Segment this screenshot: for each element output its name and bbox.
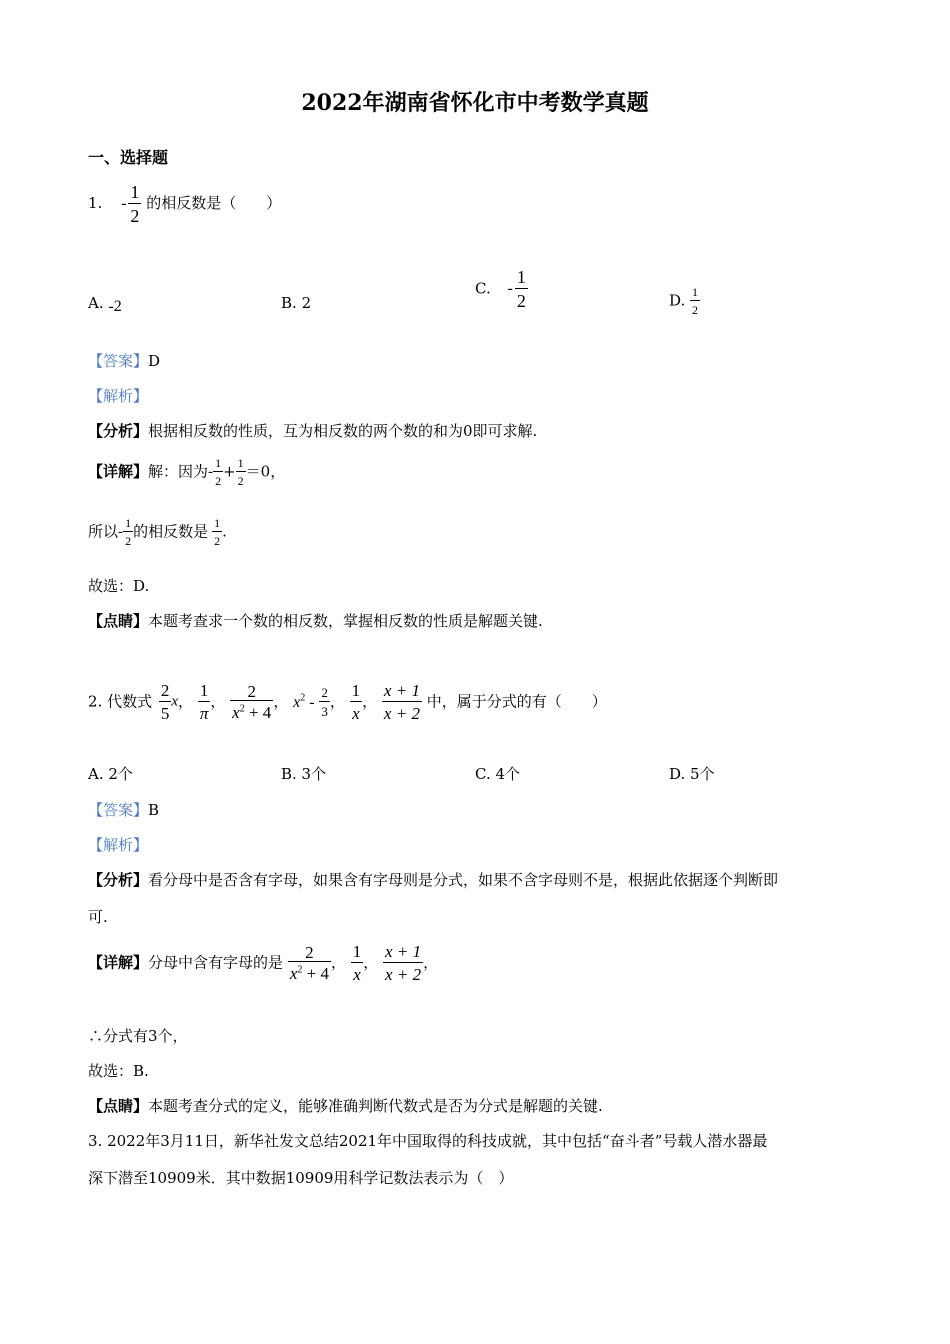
option-b: B. 2 xyxy=(281,294,312,312)
question-2-stem: 2. 代数式 $\frac{2}{5}$ x， $\frac{1}{\pi}$ ， $\frac{2}{x^2 + 4}$ ， $x^2$ - $\frac{2}{3}$ ， $\frac{1}{x}$ ， $\frac{x + 1}{x + 2}$ 中，属于分式的有（ ） xyxy=(88,681,607,723)
option-d: D. $\frac{1}{2}$ xyxy=(669,285,699,317)
question-text: 的相反数是（ ） xyxy=(146,194,282,212)
therefore-line: 所以- $\frac{1}{2}$ 的相反数是 $\frac{1}{2}$ . xyxy=(88,516,227,548)
choice-line: 故选：D. xyxy=(88,577,150,595)
option-a: A. -2 xyxy=(88,294,122,315)
answer-line: 【答案】D xyxy=(88,352,161,370)
option-c: C. - $\frac{1}{2}$ xyxy=(475,267,526,311)
answer-line: 【答案】B xyxy=(88,801,160,819)
minus-sign: - xyxy=(121,195,127,212)
option-a: A. 2个 xyxy=(88,765,133,783)
comment-line: 【点睛】本题考查分式的定义，能够准确判断代数式是否为分式是解题的关键. xyxy=(88,1097,603,1115)
therefore-line: ∴分式有3个， xyxy=(88,1027,188,1045)
analysis-text: 【分析】看分母中是否含有字母，如果含有字母则是分式，如果不含字母则不是，根据此依据逐个判断即 xyxy=(88,871,779,889)
question-1-stem xyxy=(88,183,281,225)
option-b: B. 3个 xyxy=(281,765,327,783)
question-3-stem: 3. 2022年3月11日，新华社发文总结2021年中国取得的科技成就，其中包括“奋斗者”号载人潜水器最 xyxy=(88,1132,768,1150)
option-d: D. 5个 xyxy=(669,765,715,783)
analysis-tag: 【解析】 xyxy=(88,836,149,854)
question-number: 1. xyxy=(88,194,103,212)
question-3-stem-cont: 深下潜至10909米．其中数据10909用科学记数法表示为（ ） xyxy=(88,1169,514,1187)
choice-line: 故选：B. xyxy=(88,1062,149,1080)
option-c: C. 4个 xyxy=(475,765,521,783)
detail-line: 【详解】解：因为- $\frac{1}{2}$ + $\frac{1}{2}$ ＝0， xyxy=(88,456,286,488)
fraction: $\frac{1}{2}$ xyxy=(130,182,140,226)
section-heading: 一、选择题 xyxy=(88,148,169,167)
analysis-text: 【分析】根据相反数的性质，互为相反数的两个数的和为0即可求解. xyxy=(88,422,538,440)
analysis-text-cont: 可. xyxy=(88,908,108,926)
comment-line: 【点睛】本题考查求一个数的相反数，掌握相反数的性质是解题关键. xyxy=(88,612,543,630)
detail-line: 【详解】分母中含有字母的是 $\frac{2}{x^2 + 4}$ ， $\frac{1}{x}$ ， $\frac{x + 1}{x + 2}$ ， xyxy=(88,942,439,984)
page-title: 2022年湖南省怀化市中考数学真题 xyxy=(301,90,649,116)
analysis-tag: 【解析】 xyxy=(88,387,149,405)
